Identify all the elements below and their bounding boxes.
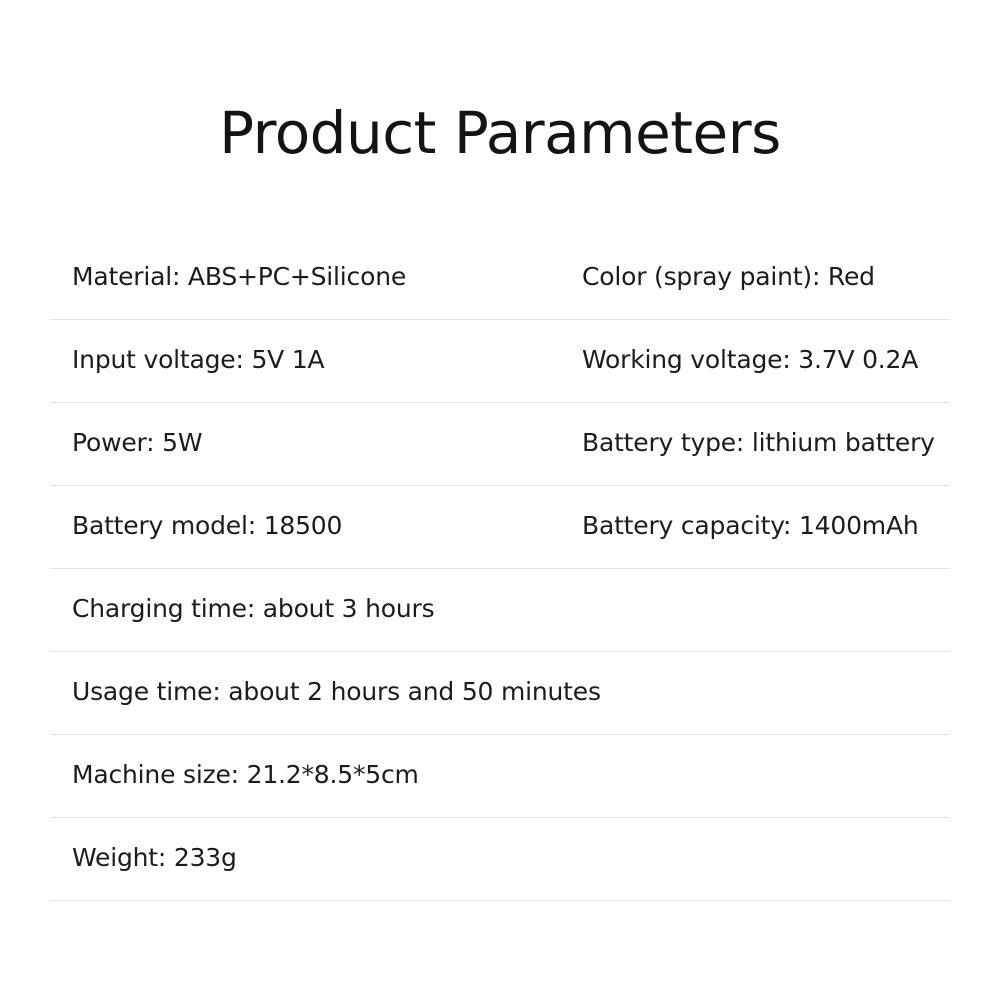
table-row	[50, 818, 950, 901]
spec-usage-time: Usage time: about 2 hours and 50 minutes	[72, 677, 601, 707]
table-row	[50, 735, 950, 818]
spec-power: Power: 5W	[72, 428, 203, 458]
page-title: Product Parameters	[219, 99, 781, 167]
table-row	[50, 403, 950, 486]
table-row	[50, 569, 950, 652]
specifications-table	[50, 167, 950, 901]
spec-working-voltage: Working voltage: 3.7V 0.2A	[582, 345, 919, 375]
spec-battery-model: Battery model: 18500	[72, 511, 343, 541]
spec-charging-time: Charging time: about 3 hours	[72, 594, 435, 624]
spec-color: Color (spray paint): Red	[582, 262, 875, 292]
table-row	[50, 486, 950, 569]
spec-material: Material: ABS+PC+Silicone	[72, 262, 407, 292]
table-row	[50, 320, 950, 403]
spec-battery-capacity: Battery capacity: 1400mAh	[582, 511, 919, 541]
spec-battery-type: Battery type: lithium battery	[582, 428, 935, 458]
spec-input-voltage: Input voltage: 5V 1A	[72, 345, 325, 375]
spec-machine-size: Machine size: 21.2*8.5*5cm	[72, 760, 419, 790]
table-row	[50, 237, 950, 320]
table-row	[50, 652, 950, 735]
spec-weight: Weight: 233g	[72, 843, 237, 873]
